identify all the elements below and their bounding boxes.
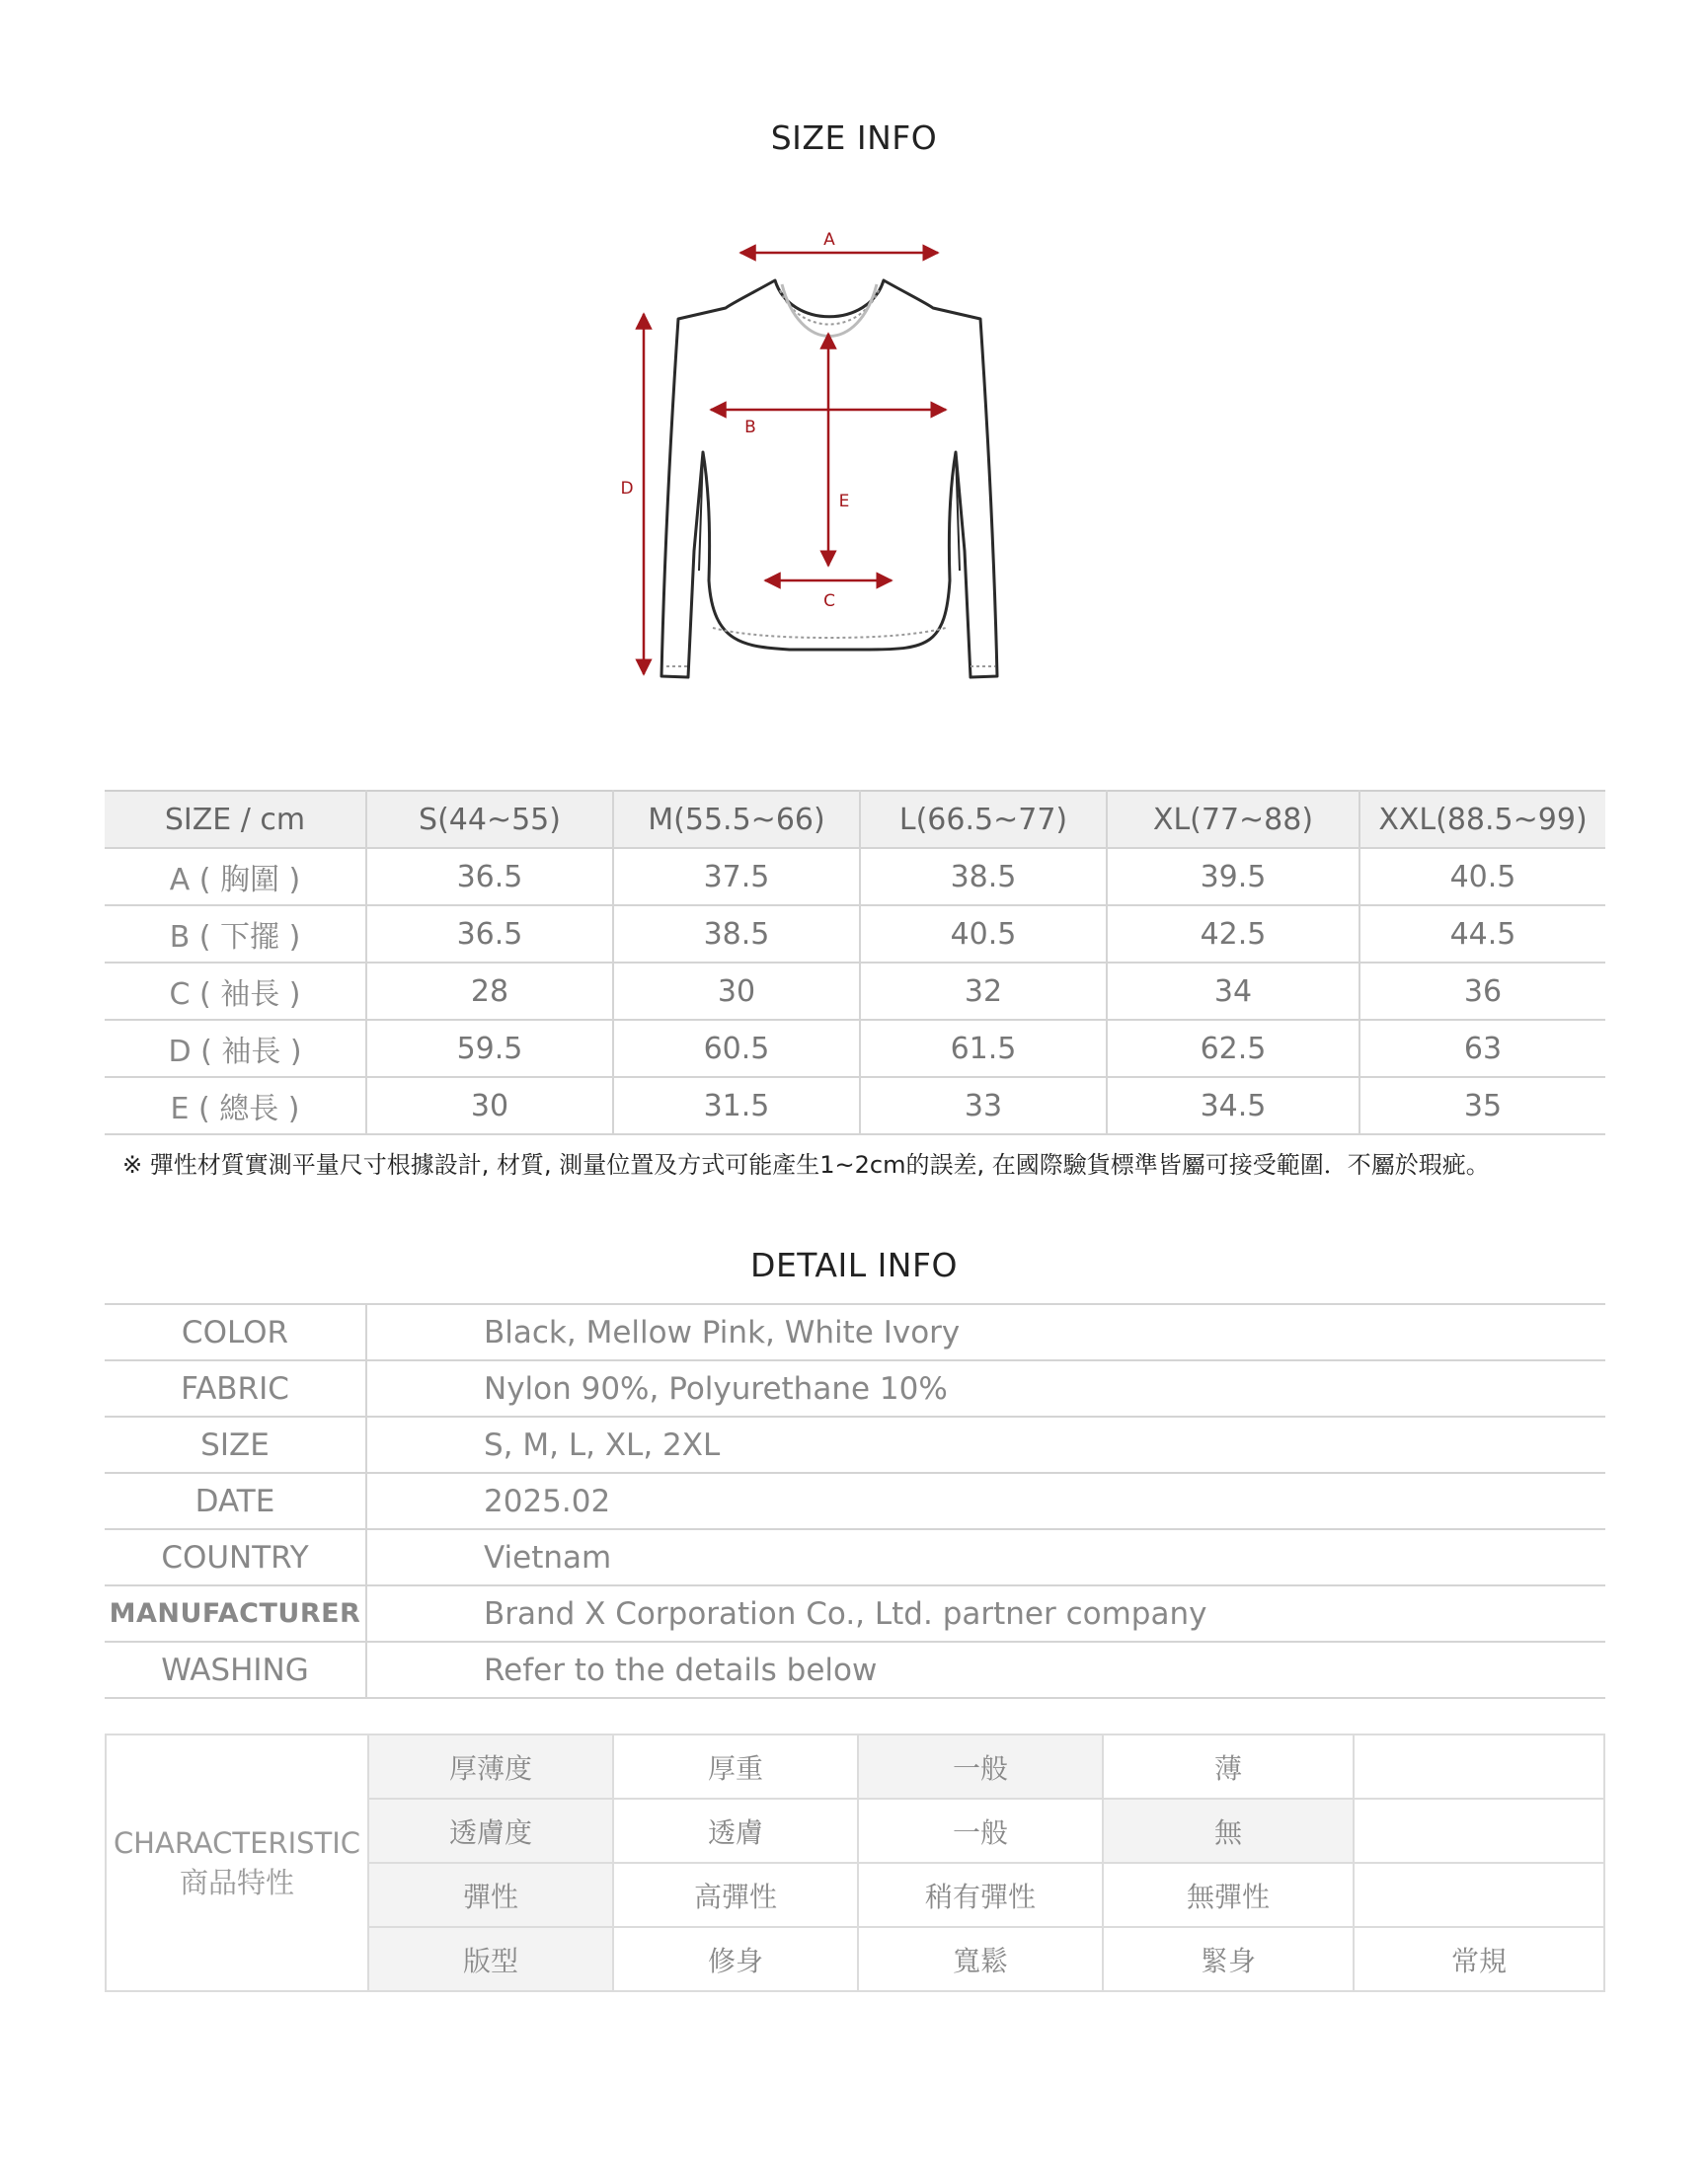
size-value-cell: 60.5 — [613, 1020, 860, 1077]
label-a: A — [823, 230, 835, 250]
size-row-label: D ( 袖長 ) — [105, 1020, 366, 1077]
characteristic-option — [1354, 1735, 1604, 1799]
size-table-row — [105, 963, 1605, 1020]
size-header-cell: SIZE / cm — [105, 791, 366, 848]
detail-row — [105, 1473, 1605, 1529]
characteristic-option: 常規 — [1354, 1927, 1604, 1991]
detail-row — [105, 1529, 1605, 1585]
detail-label: COUNTRY — [105, 1529, 366, 1585]
size-value-cell: 36 — [1359, 963, 1605, 1020]
detail-label: COLOR — [105, 1304, 366, 1360]
detail-value: Brand X Corporation Co., Ltd. partner company — [366, 1585, 1605, 1642]
characteristic-option: 緊身 — [1103, 1927, 1354, 1991]
detail-row — [105, 1417, 1605, 1473]
characteristic-option: 薄 — [1103, 1735, 1354, 1799]
detail-label: FABRIC — [105, 1360, 366, 1417]
characteristic-option: 稍有彈性 — [858, 1863, 1103, 1927]
detail-info-title: DETAIL INFO — [750, 1246, 958, 1284]
characteristic-table — [105, 1734, 1605, 1992]
size-row-label: C ( 袖長 ) — [105, 963, 366, 1020]
characteristic-label: 厚薄度 — [368, 1735, 613, 1799]
size-header-cell: XL(77~88) — [1107, 791, 1359, 848]
characteristic-option — [1354, 1799, 1604, 1863]
characteristic-option: 一般 — [858, 1735, 1103, 1799]
size-header-cell: XXL(88.5~99) — [1359, 791, 1605, 848]
detail-table — [105, 1303, 1605, 1699]
characteristic-option — [1354, 1863, 1604, 1927]
detail-value: Nylon 90%, Polyurethane 10% — [366, 1360, 1605, 1417]
characteristic-heading — [106, 1735, 368, 1991]
label-b: B — [744, 418, 756, 437]
detail-value: Refer to the details below — [366, 1642, 1605, 1698]
size-table-row — [105, 848, 1605, 905]
size-value-cell: 28 — [366, 963, 613, 1020]
size-value-cell: 61.5 — [860, 1020, 1107, 1077]
size-row-label: A ( 胸圍 ) — [105, 848, 366, 905]
characteristic-heading-zh: 商品特性 — [179, 1866, 294, 1899]
size-value-cell: 42.5 — [1107, 905, 1359, 963]
size-value-cell: 39.5 — [1107, 848, 1359, 905]
size-value-cell: 44.5 — [1359, 905, 1605, 963]
size-value-cell: 37.5 — [613, 848, 860, 905]
size-value-cell: 30 — [613, 963, 860, 1020]
size-value-cell: 33 — [860, 1077, 1107, 1134]
detail-label: MANUFACTURER — [105, 1585, 366, 1642]
size-value-cell: 31.5 — [613, 1077, 860, 1134]
size-value-cell: 40.5 — [860, 905, 1107, 963]
detail-row — [105, 1642, 1605, 1698]
size-value-cell: 36.5 — [366, 905, 613, 963]
characteristic-label: 彈性 — [368, 1863, 613, 1927]
label-d: D — [620, 479, 634, 499]
characteristic-label: 透膚度 — [368, 1799, 613, 1863]
size-value-cell: 30 — [366, 1077, 613, 1134]
detail-row — [105, 1585, 1605, 1642]
detail-row — [105, 1360, 1605, 1417]
size-value-cell: 36.5 — [366, 848, 613, 905]
size-header-cell: L(66.5~77) — [860, 791, 1107, 848]
size-value-cell: 34.5 — [1107, 1077, 1359, 1134]
characteristic-option: 一般 — [858, 1799, 1103, 1863]
size-value-cell: 35 — [1359, 1077, 1605, 1134]
characteristic-option: 無 — [1103, 1799, 1354, 1863]
detail-label: DATE — [105, 1473, 366, 1529]
size-value-cell: 32 — [860, 963, 1107, 1020]
size-table — [105, 790, 1605, 1135]
detail-value: Vietnam — [366, 1529, 1605, 1585]
characteristic-option: 修身 — [613, 1927, 858, 1991]
characteristic-option: 透膚 — [613, 1799, 858, 1863]
size-value-cell: 38.5 — [860, 848, 1107, 905]
size-table-row — [105, 1077, 1605, 1134]
neckline-inner — [782, 284, 877, 337]
characteristic-label: 版型 — [368, 1927, 613, 1991]
characteristic-option: 高彈性 — [613, 1863, 858, 1927]
size-value-cell: 38.5 — [613, 905, 860, 963]
size-value-cell: 34 — [1107, 963, 1359, 1020]
size-row-label: B ( 下擺 ) — [105, 905, 366, 963]
characteristic-row — [106, 1735, 1604, 1799]
size-table-row — [105, 1020, 1605, 1077]
size-table-header-row — [105, 791, 1605, 848]
size-header-cell: M(55.5~66) — [613, 791, 860, 848]
size-row-label: E ( 總長 ) — [105, 1077, 366, 1134]
label-e: E — [838, 492, 850, 511]
size-value-cell: 59.5 — [366, 1020, 613, 1077]
size-value-cell: 63 — [1359, 1020, 1605, 1077]
label-c: C — [823, 591, 835, 611]
characteristic-option: 寬鬆 — [858, 1927, 1103, 1991]
detail-value: 2025.02 — [366, 1473, 1605, 1529]
size-value-cell: 40.5 — [1359, 848, 1605, 905]
characteristic-option: 無彈性 — [1103, 1863, 1354, 1927]
size-value-cell: 62.5 — [1107, 1020, 1359, 1077]
detail-value: S, M, L, XL, 2XL — [366, 1417, 1605, 1473]
characteristic-heading-en: CHARACTERISTIC — [113, 1826, 361, 1860]
detail-label: WASHING — [105, 1642, 366, 1698]
size-header-cell: S(44~55) — [366, 791, 613, 848]
size-info-title: SIZE INFO — [770, 118, 938, 157]
detail-label: SIZE — [105, 1417, 366, 1473]
size-table-row — [105, 905, 1605, 963]
size-disclaimer-note: ※ 彈性材質實測平量尺寸根據設計, 材質, 測量位置及方式可能產生1~2cm的誤差, 在國際驗貨標準皆屬可接受範圍．不屬於瑕疵。 — [122, 1151, 1490, 1179]
detail-value: Black, Mellow Pink, White Ivory — [366, 1304, 1605, 1360]
detail-row — [105, 1304, 1605, 1360]
garment-size-diagram — [620, 225, 1047, 689]
characteristic-option: 厚重 — [613, 1735, 858, 1799]
